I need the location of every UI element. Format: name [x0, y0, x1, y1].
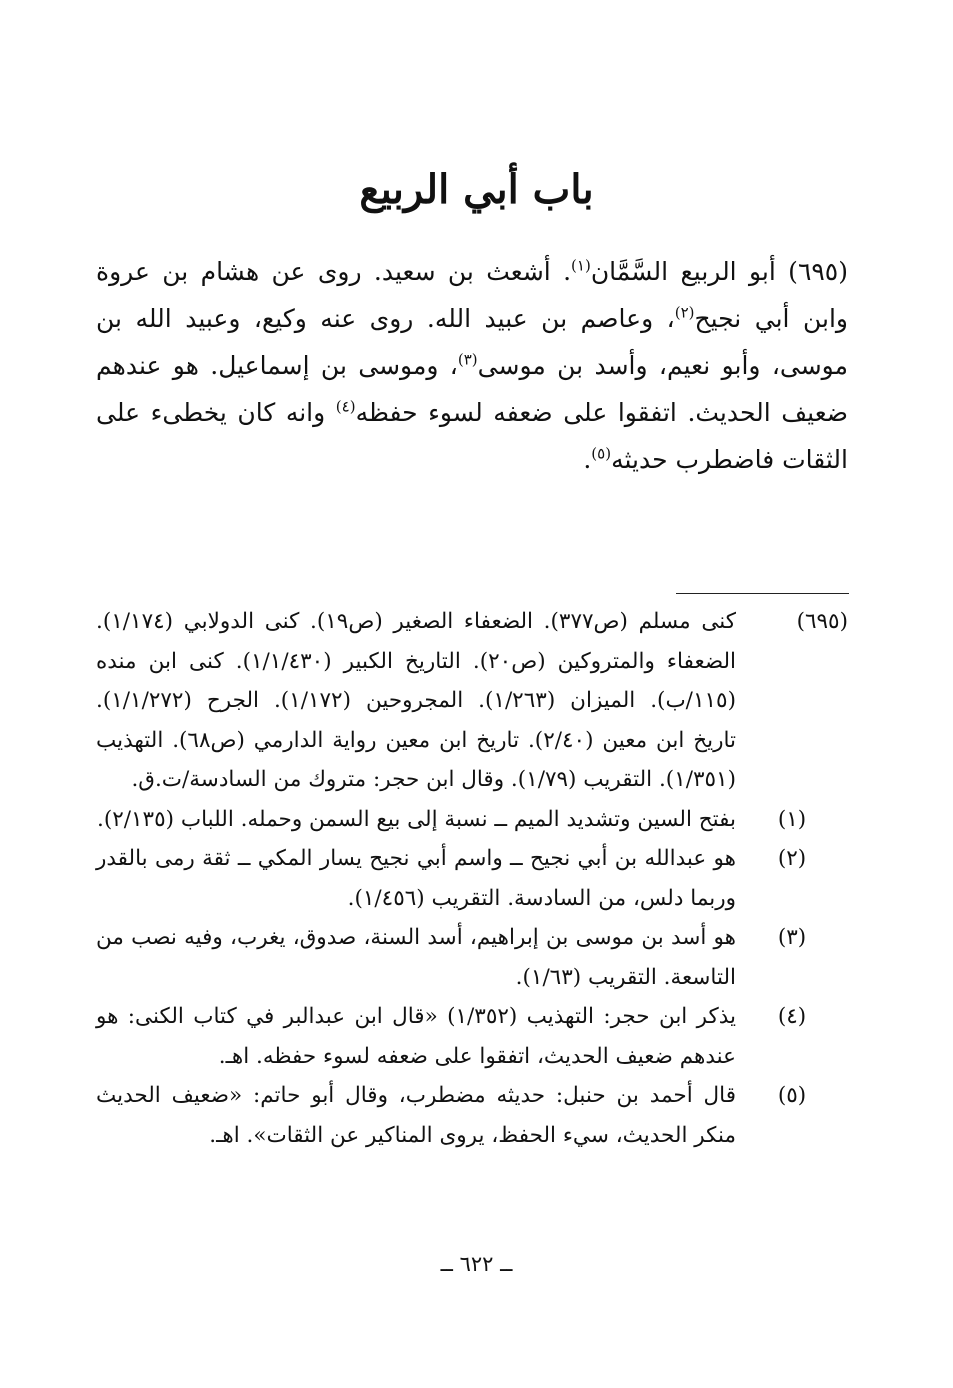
entry-text-5: وانه كان يخطىء على الثقات فاضطرب حديثه	[96, 398, 848, 474]
footnote-ref-2[interactable]: (٢)	[674, 303, 695, 322]
footnote-ref-3[interactable]: (٣)	[457, 350, 478, 369]
footnote-text: بفتح السين وتشديد الميم ــ نسبة إلى بيع السمن وحمله. اللباب (٢/١٣٥).	[96, 806, 736, 832]
footnote-number: (٦٩٥)	[796, 609, 848, 634]
footnote-number: (٢)	[777, 846, 807, 871]
entry-text-4: ، وموسى بن إسماعيل. هو عندهم ضعيف الحديث. اتفقوا على ضعفه لسوء حفظه	[96, 351, 848, 427]
entry-text-1: أبو الربيع السَّمَّان	[590, 257, 776, 286]
footnote-text: يذكر ابن حجر: التهذيب (١/٣٥٢) «قال ابن عبدالبر في كتاب الكنى: هو عندهم ضعيف الحديث، اتفقوا على ضعفه لسوء حفظه. اهـ.	[96, 1004, 736, 1069]
footnote-item	[96, 800, 848, 840]
footnote-text: هو أسد بن موسى بن إبراهيم، أسد السنة، صدوق، يغرب، وفيه نصب من التاسعة. التقريب (١/٦٣).	[96, 925, 736, 990]
main-entry	[96, 248, 848, 483]
footnotes-section	[96, 602, 848, 1155]
footnote-number: (٤)	[777, 1004, 807, 1029]
footnote-divider	[676, 593, 849, 594]
footnote-ref-5[interactable]: (٥)	[591, 444, 612, 463]
footnote-number: (٥)	[777, 1083, 807, 1108]
footnote-item	[96, 997, 848, 1076]
chapter-title: باب أبي الربيع	[359, 166, 594, 213]
footnote-text: هو عبدالله بن أبي نجيح ــ واسم أبي نجيح يسار المكي ــ ثقة رمى بالقدر وربما دلس، من السادسة. التقريب (١/٤٥٦).	[96, 846, 736, 911]
entry-number: (٦٩٥)	[788, 257, 848, 286]
footnote-number: (١)	[777, 806, 807, 832]
footnote-ref-1[interactable]: (١)	[571, 256, 591, 275]
footnote-item	[96, 918, 848, 997]
footnote-number: (٣)	[777, 925, 807, 950]
entry-text-2: . أشعث بن سعيد. روى عن هشام بن عروة وابن أبي نجيح	[96, 257, 849, 333]
page-number: ــ ٦٢٢ ــ	[440, 1252, 513, 1276]
entry-text-3: ، وعاصم بن عبيد الله. روى عنه وكيع، وعبيد الله بن موسى، وأبو نعيم، وأسد بن موسى	[96, 304, 848, 380]
footnote-item	[96, 839, 848, 918]
footnote-text: قال أحمد بن حنبل: حديثه مضطرب، وقال أبو حاتم: «ضعيف الحديث منكر الحديث، سيء الحفظ، يروى المناكير عن الثقات». اهـ.	[96, 1083, 736, 1148]
footnote-item	[96, 602, 848, 800]
footnote-ref-4[interactable]: (٤)	[335, 397, 356, 416]
footnote-item	[96, 1076, 848, 1155]
entry-paragraph	[96, 248, 848, 483]
footnote-text: كنى مسلم (ص٣٧٧). الضعفاء الصغير (ص١٩). كنى الدولابي (١/١٧٤). الضعفاء والمتروكين (ص٢٠). التاريخ الكبير (١/١/٤٣٠). كنى ابن منده (١١٥/ب). الميزان (١/٢٦٣). المجروحين (١/١٧٢). الجرح (١/١/٢٧٢). تاريخ ابن معين (٢/٤٠). تاريخ ابن معين رواية الدارمي (ص٦٨). التهذيب (١/٣٥١). التقريب (١/٧٩). وقال ابن حجر: متروك من السادسة/ت.ق.	[96, 609, 736, 792]
entry-text-6: .	[583, 445, 592, 474]
